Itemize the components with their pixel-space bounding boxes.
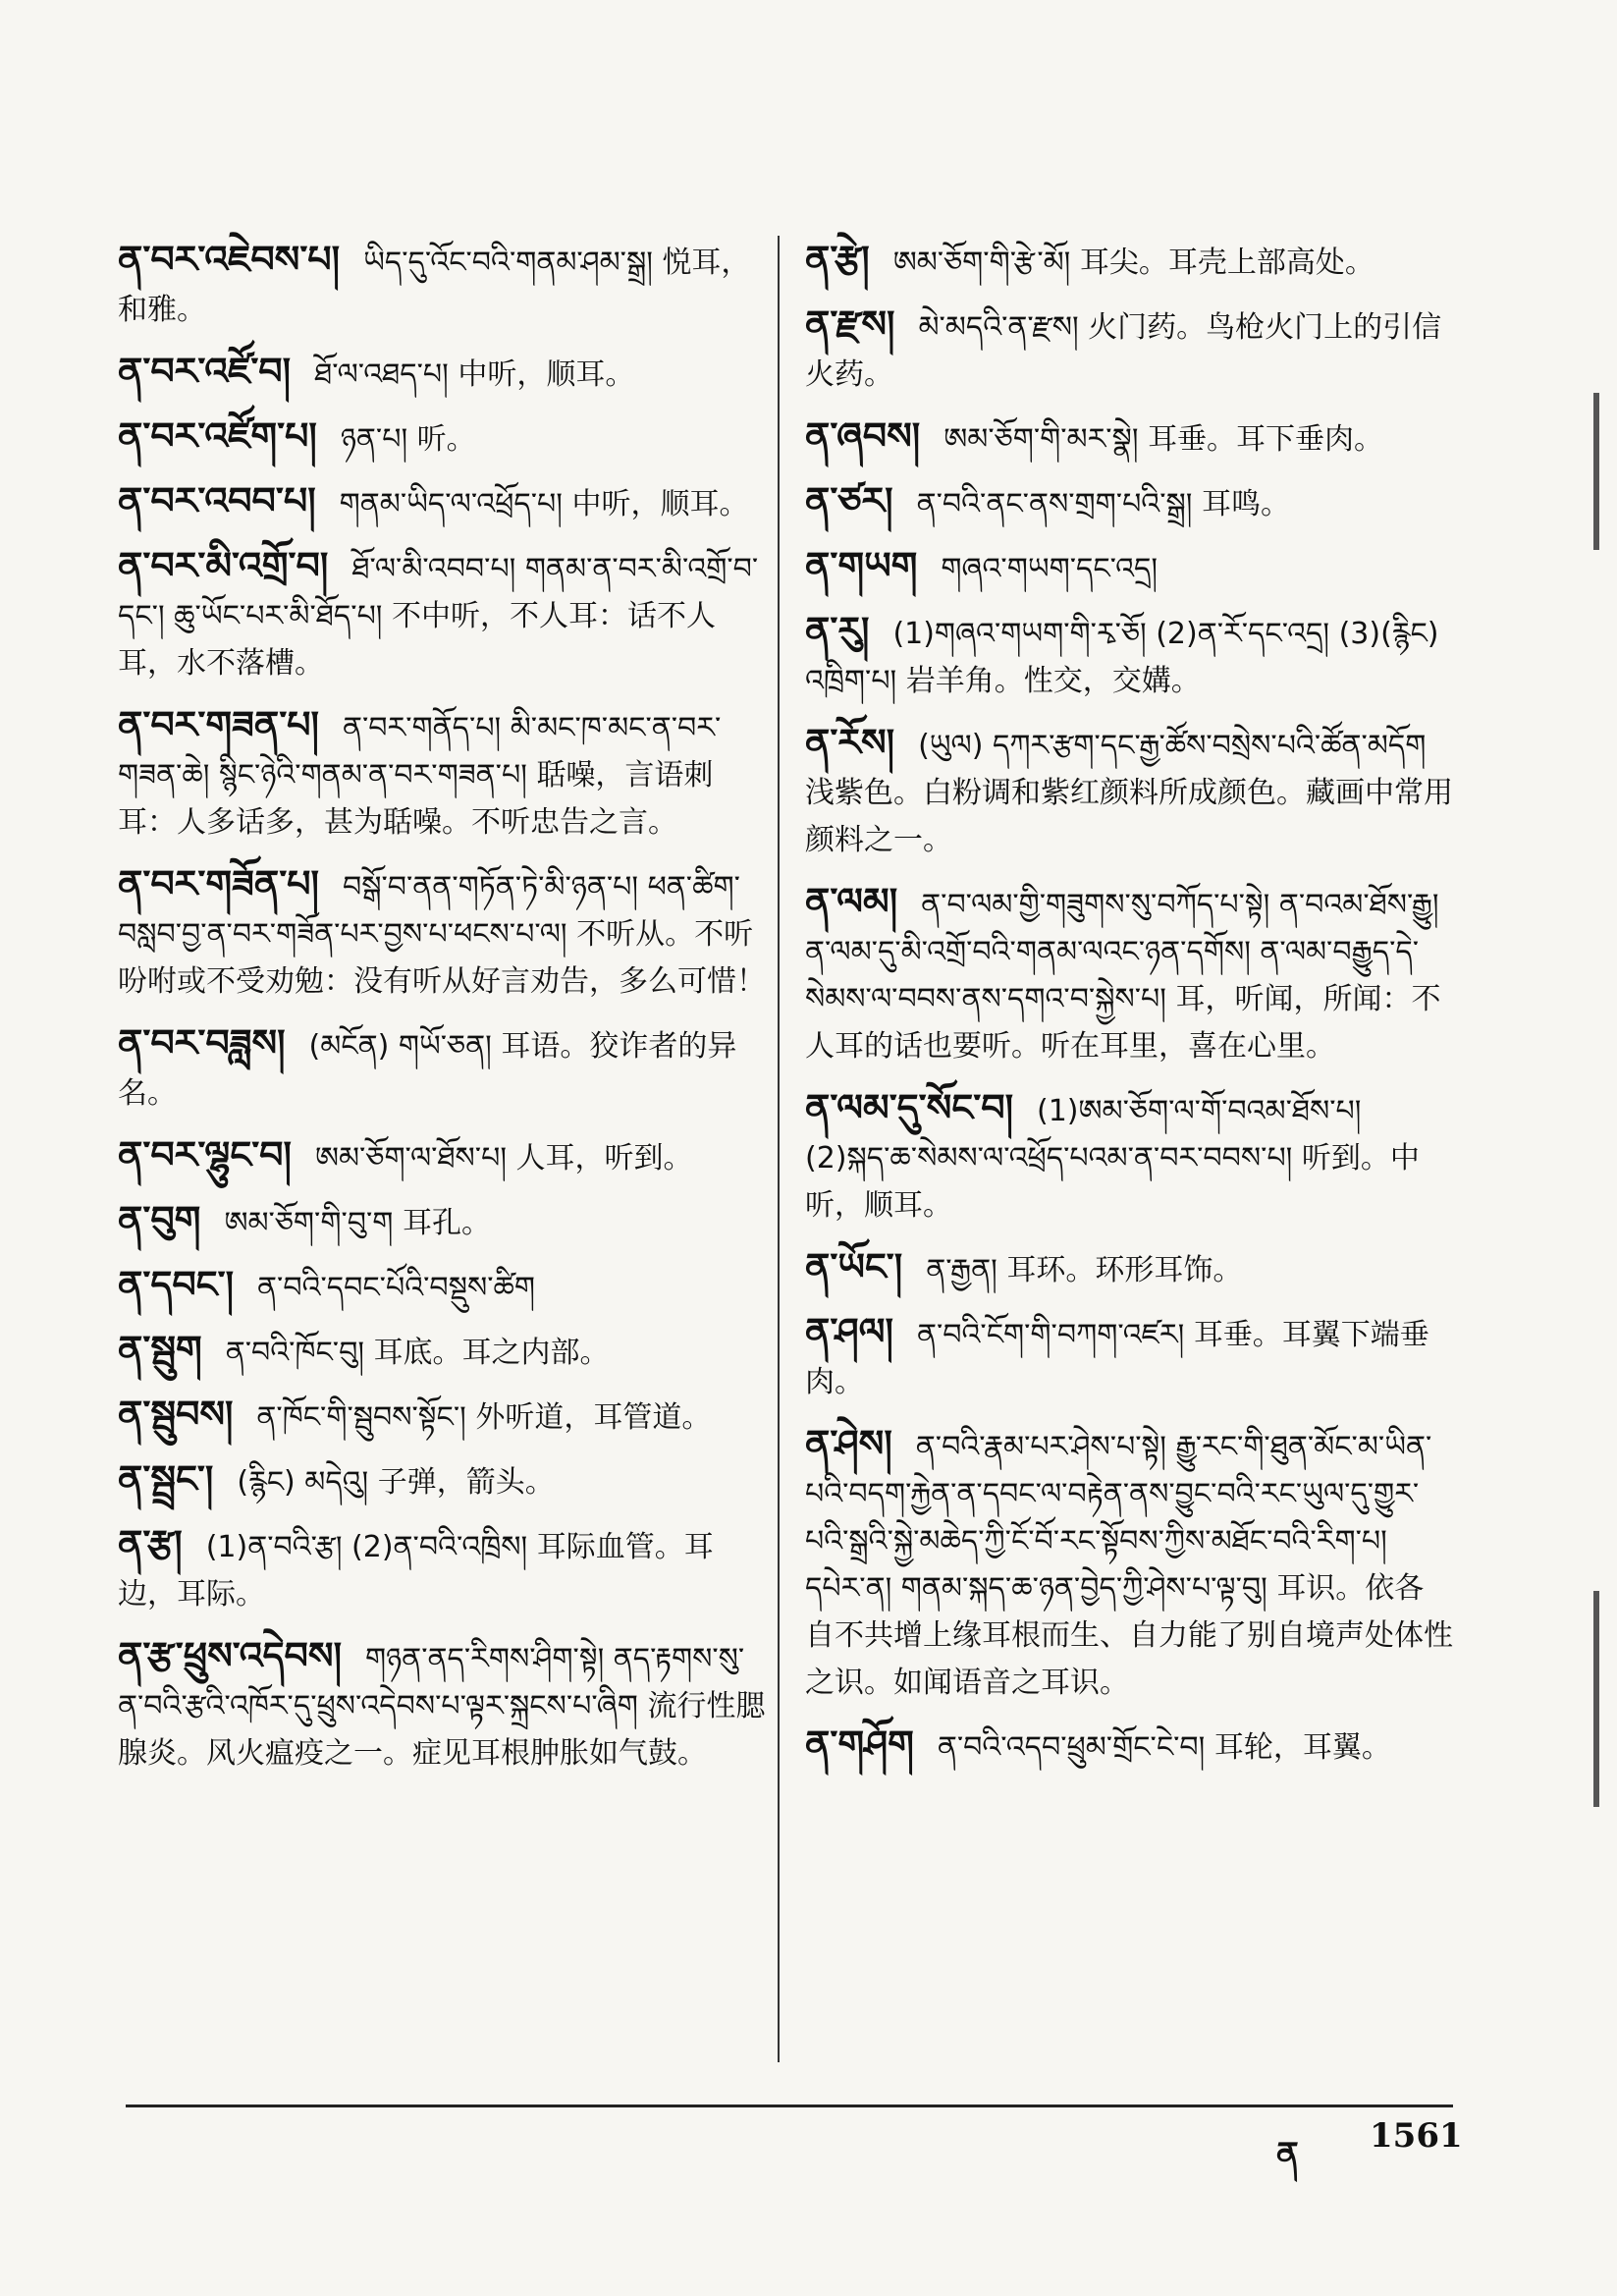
dictionary-entry	[805, 1308, 1453, 1406]
entry-headword: ན་གཡག	[805, 544, 918, 587]
dictionary-entry	[118, 1520, 766, 1618]
margin-mark	[1593, 393, 1599, 550]
entry-chinese-gloss: 耳垂。耳翼下端垂肉。	[805, 1318, 1429, 1399]
entry-tibetan-definition: གནམ་ཡིད་ལ་འཕྲོད་པ།	[339, 487, 563, 521]
entry-chinese-gloss: 岩羊角。性交，交媾。	[905, 664, 1201, 698]
dictionary-entry	[805, 1420, 1453, 1707]
entry-chinese-gloss: 耳环。环形耳饰。	[1006, 1253, 1243, 1287]
entry-headword: ན་བར་ལྷུང་བ།	[118, 1133, 292, 1176]
entry-headword: ན་ཤེས།	[805, 1422, 892, 1465]
column-divider	[778, 236, 780, 2062]
entry-tibetan-definition: ཨམ་ཅོག་གི་མར་སྣེ།	[943, 422, 1139, 457]
dictionary-entry	[805, 719, 1453, 864]
entry-headword: ན་སྦྲང་།	[118, 1457, 214, 1501]
entry-tibetan-definition: ཐོ་ལ་མི་འབབ་པ། གནམ་ན་བར་མི་འགྲོ་བ་དང་། ཆུ་ཡོང་པར་མི་ཐོད་པ།	[118, 552, 759, 633]
entry-headword: ན་ལམ་དུ་སོང་བ།	[805, 1086, 1014, 1129]
entry-headword: ན་བར་འཇེབས་པ།	[118, 238, 341, 281]
entry-chinese-gloss: 耳孔。	[402, 1206, 491, 1240]
dictionary-entry	[118, 860, 766, 1006]
margin-marks	[1570, 59, 1609, 2219]
left-column	[118, 236, 766, 1791]
entry-headword: ན་བར་བཟླས།	[118, 1021, 286, 1065]
dictionary-entry	[805, 1084, 1453, 1230]
entry-chinese-gloss: 浅紫色。白粉调和紫红颜料所成颜色。藏画中常用颜料之一。	[805, 776, 1453, 857]
dictionary-entry	[118, 542, 766, 687]
entry-chinese-gloss: 耳语。狡诈者的异名。	[118, 1029, 737, 1111]
entry-headword: ན་ལམ།	[805, 880, 898, 923]
dictionary-entry	[118, 348, 766, 399]
dictionary-entry	[805, 301, 1453, 399]
entry-chinese-gloss: 悦耳，和雅。	[118, 246, 751, 327]
dictionary-entry	[805, 412, 1453, 464]
dictionary-entry	[118, 477, 766, 528]
entry-headword: ན་བར་གཟོན་པ།	[118, 862, 319, 905]
dictionary-entry	[118, 1261, 766, 1312]
entry-chinese-gloss: 耳，听闻，所闻：不人耳的话也要听。听在耳里，喜在心里。	[805, 982, 1441, 1064]
entry-tibetan-definition: ན་བའི་ནང་ནས་གྲག་པའི་སྒྲ།	[916, 487, 1193, 521]
entry-tibetan-definition: ཐོ་ལ་འཐད་པ།	[314, 357, 449, 392]
entry-headword: ན་རྩ།	[118, 1522, 183, 1565]
entry-tibetan-definition: (1)གཞའ་གཡག་གི་རྭ་ཅོ། (2)ན་རོ་དང་འདྲ། (3)(རྙིང) འཁྲིག་པ།	[805, 617, 1439, 698]
entry-chinese-gloss: 耳鸣。	[1201, 487, 1290, 521]
entry-headword: ན་རྩ་ཕྲུས་འདེབས།	[118, 1634, 343, 1677]
entry-headword: ན་ཤལ།	[805, 1310, 893, 1353]
entry-headword: ན་ཙར།	[805, 479, 893, 522]
entry-headword: ན་ཞབས།	[805, 414, 921, 458]
entry-chinese-gloss: 耳轮，耳翼。	[1213, 1730, 1391, 1765]
entry-headword: ན་རྫས།	[805, 302, 895, 346]
entry-headword: ན་གཤོག	[805, 1722, 914, 1766]
entry-headword: ན་བར་མི་འགྲོ་བ།	[118, 544, 329, 587]
dictionary-entry	[118, 1632, 766, 1777]
entry-tibetan-definition: ན་བའི་ཁོང་བུ།	[225, 1336, 364, 1370]
entry-tibetan-definition: (མངོན) གཡོ་ཅན།	[308, 1029, 492, 1064]
entry-chinese-gloss: 不中听，不人耳：话不人耳，水不落槽。	[118, 599, 717, 681]
entry-headword: ན་བར་འཛོ་བ།	[118, 350, 292, 393]
entry-chinese-gloss: 聒噪，言语刺耳：人多话多，甚为聒噪。不听忠告之言。	[118, 758, 714, 840]
dictionary-entry	[805, 236, 1453, 287]
entry-headword: ན་བར་འཛོག་པ།	[118, 414, 317, 458]
entry-tibetan-definition: ཨམ་ཅོག་གི་བུ་ག	[224, 1206, 394, 1240]
footer-letter: ན	[1276, 2135, 1299, 2174]
dictionary-entry	[118, 1019, 766, 1118]
entry-headword: ན་རོས།	[805, 721, 895, 764]
entry-tibetan-definition: ན་ཁོང་གི་སྦུབས་སྟོང་།	[256, 1400, 466, 1435]
entry-tibetan-definition: མེ་མདའི་ན་རྫས།	[918, 310, 1079, 345]
entry-tibetan-definition: (རྙིང) མདེའུ།	[237, 1465, 369, 1500]
dictionary-entry	[805, 878, 1453, 1070]
dictionary-entry	[118, 1455, 766, 1506]
dictionary-entry	[118, 701, 766, 847]
dictionary-entry	[118, 1326, 766, 1377]
entry-headword: ན་བུག	[118, 1198, 201, 1241]
entry-chinese-gloss: 耳底。耳之内部。	[373, 1336, 610, 1370]
entry-chinese-gloss: 耳尖。耳壳上部高处。	[1079, 246, 1374, 280]
entry-chinese-gloss: 耳识。依各自不共增上缘耳根而生、自力能了别自境声处体性之识。如闻语音之耳识。	[805, 1571, 1453, 1700]
entry-chinese-gloss: 中听，顺耳。	[571, 487, 749, 521]
entry-tibetan-definition: ན་བའི་དབང་པོའི་བསྡུས་ཚིག	[257, 1271, 536, 1305]
entry-tibetan-definition: (ཡུལ) དཀར་རྩག་དང་རྒྱ་ཚོས་བསྲེས་པའི་ཚོན་མདོག	[918, 729, 1427, 763]
entry-headword: ན་དབང་།	[118, 1263, 235, 1306]
dictionary-entry	[805, 477, 1453, 528]
entry-headword: ན་རྩེ།	[805, 238, 870, 281]
entry-tibetan-definition: ན་བའི་ངོག་གི་བཀག་འཛར།	[916, 1318, 1185, 1352]
entry-tibetan-definition: གཉན་ནད་རིགས་ཤིག་སྟེ། ནད་རྟགས་སུ་ན་བའི་རྩའི་འཁོར་དུ་ཕྲུས་འདེབས་པ་ལྟར་སྐྲངས་པ་ཞིག	[118, 1642, 745, 1723]
entry-tibetan-definition: ཨམ་ཅོག་ལ་ཐོས་པ།	[314, 1141, 507, 1175]
entry-headword: ན་སྦུག	[118, 1328, 202, 1371]
footer-rule	[126, 2105, 1453, 2107]
entry-tibetan-definition: ཉན་པ།	[340, 422, 408, 457]
entry-headword: ན་རུ།	[805, 609, 870, 652]
entry-chinese-gloss: 耳际血管。耳边，耳际。	[118, 1530, 714, 1612]
entry-chinese-gloss: 听。	[416, 422, 476, 457]
dictionary-entry	[118, 236, 766, 334]
entry-chinese-gloss: 流行性腮腺炎。风火瘟疫之一。症见耳根肿胀如气鼓。	[118, 1689, 766, 1771]
dictionary-entry	[118, 412, 766, 464]
entry-tibetan-definition: (1)ན་བའི་རྩ། (2)ན་བའི་འཁྲིས།	[205, 1530, 528, 1564]
entry-chinese-gloss: 耳垂。耳下垂肉。	[1148, 422, 1384, 457]
page-number: 1561	[1370, 2116, 1463, 2156]
entry-tibetan-definition: ན་བ་ལམ་གྱི་གཟུགས་སུ་བཀོད་པ་སྟེ། ན་བའམ་ཐོས་རྒྱུ། ན་ལམ་དུ་མི་འགྲོ་བའི་གནམ་ལའང་ཉན་དགོས། ན་ལམ་བརྒྱུད་དེ་སེམས་ལ་བབས་ནས་དགའ་བ་སྐྱེས་པ།	[805, 888, 1439, 1016]
dictionary-entry	[805, 1243, 1453, 1294]
entry-headword: ན་བར་གཟན་པ།	[118, 703, 319, 746]
dictionary-entry	[118, 1391, 766, 1442]
entry-tibetan-definition: བསྒོ་བ་ནན་གཏོན་ཏེ་མི་ཉན་པ། ཕན་ཚིག་བསླབ་བྱ་ན་བར་གཟོན་པར་བྱས་པ་ཕངས་པ་ལ།	[118, 870, 740, 952]
entry-chinese-gloss: 中听，顺耳。	[458, 357, 635, 392]
entry-chinese-gloss: 听到。中听，顺耳。	[805, 1141, 1420, 1223]
dictionary-entry	[805, 1721, 1453, 1772]
margin-mark	[1593, 1591, 1599, 1807]
entry-headword: ན་སྦུབས།	[118, 1393, 234, 1436]
right-column	[805, 236, 1453, 1785]
entry-tibetan-definition: ན་བར་གནོད་པ། མི་མང་ཁ་མང་ན་བར་གཟན་ཆེ། སྙིང་ཉེའི་གནམ་ན་བར་གཟན་པ།	[118, 711, 722, 793]
entry-tibetan-definition: ན་བའི་རྣམ་པར་ཤེས་པ་སྟེ། རྒྱུ་རང་གི་ཐུན་མོང་མ་ཡིན་པའི་བདག་རྐྱེན་ན་དབང་ལ་བརྟེན་ནས་བྱུང་བའི་རང་ཡུལ་དུ་གྱུར་པའི་སྒྲའི་སྐྱེ་མཆེད་ཀྱི་ངོ་བོ་རང་སྟོབས་ཀྱིས་མཐོང་བའི་རིག་པ། དཔེར་ན། གནམ་སྐད་ཆ་ཉན་བྱེད་ཀྱི་ཤེས་པ་ལྟ་བུ།	[805, 1430, 1432, 1606]
dictionary-entry	[118, 1131, 766, 1182]
entry-headword: ན་བར་འབབ་པ།	[118, 479, 316, 522]
dictionary-entry	[118, 1196, 766, 1247]
entry-tibetan-definition: ཡིད་དུ་འོང་བའི་གནམ་ཤམ་སྒྲ།	[363, 246, 653, 280]
entry-chinese-gloss: 火门药。鸟枪火门上的引信火药。	[805, 310, 1442, 392]
dictionary-entry	[805, 542, 1453, 593]
entry-tibetan-definition: ཨམ་ཅོག་གི་རྩེ་མོ།	[892, 246, 1071, 280]
entry-chinese-gloss: 子弹，箭头。	[377, 1465, 555, 1500]
entry-headword: ན་ཡོང་།	[805, 1245, 903, 1288]
entry-tibetan-definition: གཞའ་གཡག་དང་འདྲ།	[941, 552, 1159, 586]
entry-tibetan-definition: (1)ཨམ་ཅོག་ལ་གོ་བའམ་ཐོས་པ། (2)སྐད་ཆ་སེམས་ལ་འཕྲོད་པའམ་ན་བར་བབས་པ།	[805, 1094, 1362, 1175]
entry-tibetan-definition: ན་རྒྱན།	[926, 1253, 997, 1287]
entry-chinese-gloss: 外听道，耳管道。	[475, 1400, 712, 1435]
entry-tibetan-definition: ན་བའི་འདབ་ཕྲུམ་གྲོང་ངེ་བ།	[937, 1730, 1206, 1765]
entry-chinese-gloss: 人耳，听到。	[515, 1141, 693, 1175]
entry-chinese-gloss: 不听从。不听吩咐或不受劝勉：没有听从好言劝告，多么可惜！	[118, 917, 766, 999]
dictionary-entry	[805, 607, 1453, 705]
